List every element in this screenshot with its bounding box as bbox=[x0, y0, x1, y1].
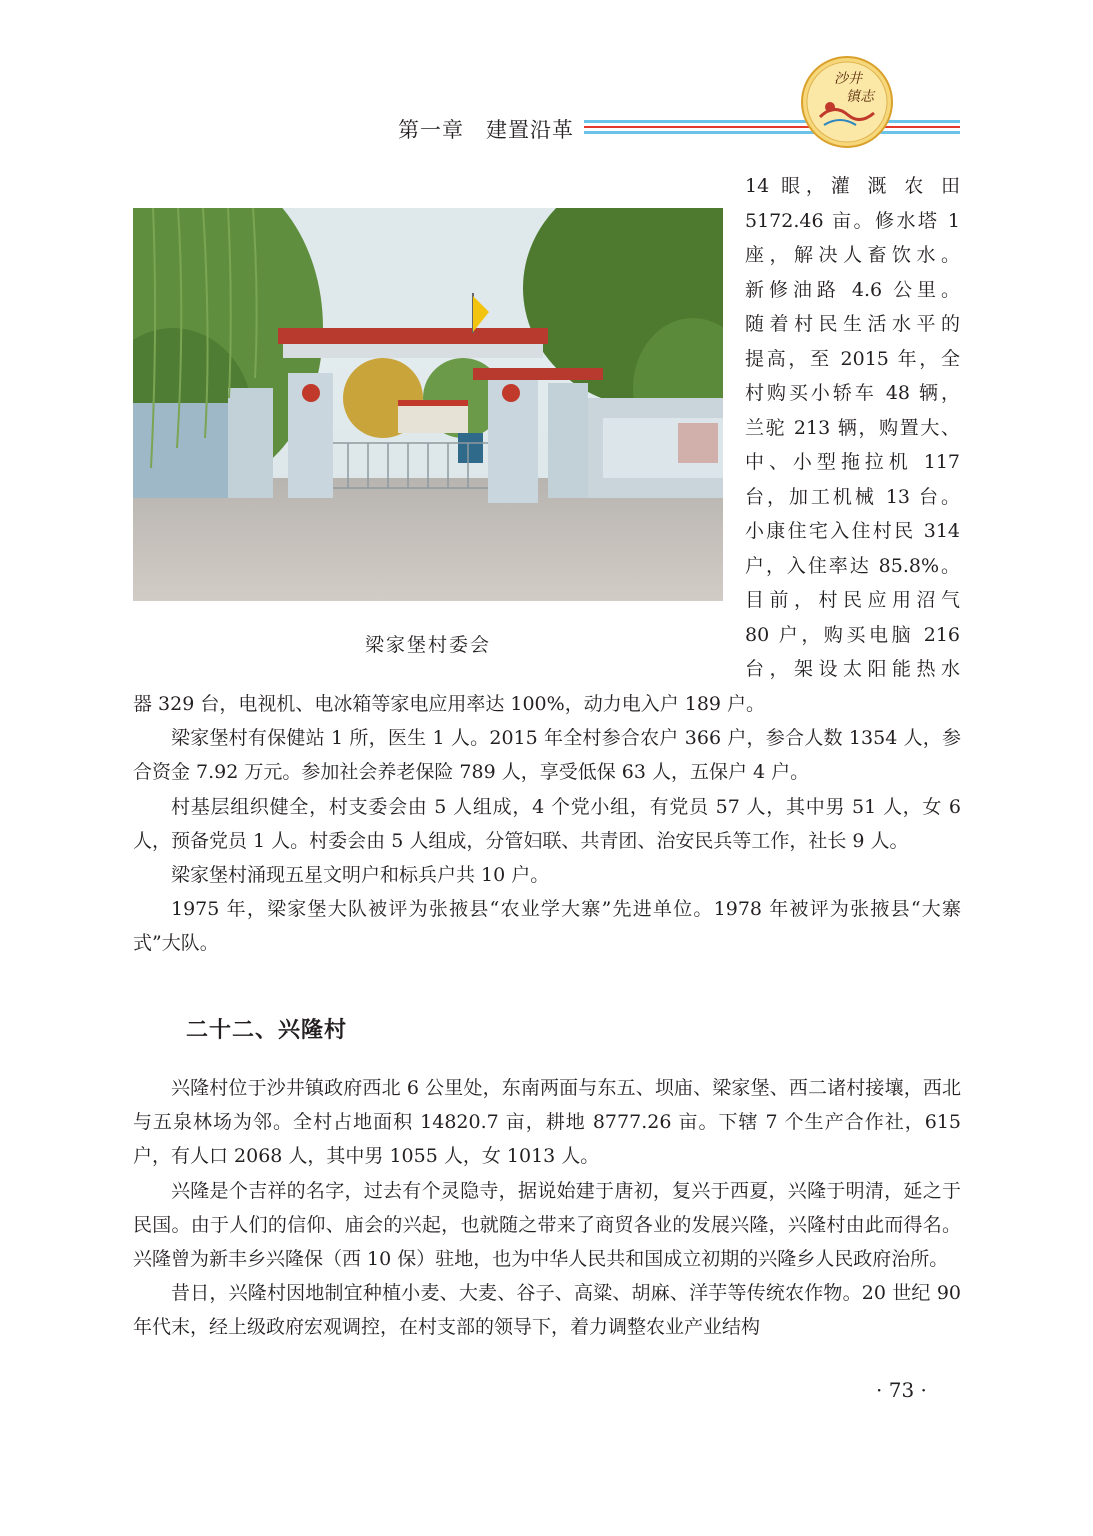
side-line: 台，架设太阳能热水 bbox=[745, 658, 960, 680]
paragraph: 器 329 台，电视机、电冰箱等家电应用率达 100%，动力电入户 189 户。 bbox=[133, 693, 766, 715]
side-line: 村购买小轿车 48 辆， bbox=[745, 382, 960, 404]
side-line: 座，解决人畜饮水。 bbox=[745, 244, 960, 266]
section-heading: 二十二、兴隆村 bbox=[186, 1018, 348, 1043]
svg-text:沙井: 沙井 bbox=[834, 71, 862, 87]
paragraph: 梁家堡村涌现五星文明户和标兵户共 10 户。 bbox=[171, 864, 550, 887]
paragraph: 梁家堡村有保健站 1 所，医生 1 人。2015 年全村参合农户 366 户，参合人数 1354 人，参合资金 7.92 万元。参加社会养老保险 789 人，享受低保 63 人，五保户 4 户。 bbox=[133, 727, 961, 784]
header-rule-blue-top bbox=[584, 120, 960, 123]
body-text-section-a bbox=[133, 687, 961, 961]
village-committee-photo bbox=[133, 208, 723, 601]
side-line: 小康住宅入住村民 314 bbox=[745, 520, 960, 542]
chapter-title: 第一章 建置沿革 bbox=[398, 118, 574, 142]
paragraph: 村基层组织健全，村支委会由 5 人组成，4 个党小组，有党员 57 人，其中男 51 人，女 6 人，预备党员 1 人。村委会由 5 人组成，分管妇联、共青团、治安民兵等工作，社长 9 人。 bbox=[133, 795, 961, 852]
book-logo-seal bbox=[800, 55, 894, 149]
side-line: 目前，村民应用沼气 bbox=[745, 589, 960, 611]
side-line: 随着村民生活水平的 bbox=[745, 313, 960, 335]
side-line: 中、小型拖拉机 117 bbox=[745, 451, 960, 473]
side-line: 户，入住率达 85.8%。 bbox=[745, 554, 960, 577]
paragraph: 兴隆是个吉祥的名字，过去有个灵隐寺，据说始建于唐初，复兴于西夏，兴隆于明清，延之于民国。由于人们的信仰、庙会的兴起，也就随之带来了商贸各业的发展兴隆，兴隆村由此而得名。兴隆曾为新丰乡兴隆保（西 10 保）驻地，也为中华人民共和国成立初期的兴隆乡人民政府治所。 bbox=[133, 1179, 961, 1271]
side-line: 80 户，购买电脑 216 bbox=[745, 623, 960, 646]
page-number: · 73 · bbox=[876, 1378, 927, 1402]
paragraph: 1975 年，梁家堡大队被评为张掖县“农业学大寨”先进单位。1978 年被评为张掖县“大寨式”大队。 bbox=[133, 898, 961, 955]
body-text-section-b bbox=[133, 1071, 961, 1345]
side-column-text bbox=[745, 169, 960, 687]
side-line: 兰驼 213 辆，购置大、 bbox=[745, 416, 960, 439]
paragraph: 兴隆村位于沙井镇政府西北 6 公里处，东南两面与东五、坝庙、梁家堡、西二诸村接壤，西北与五泉林场为邻。全村占地面积 14820.7 亩，耕地 8777.26 亩。下辖 7 个生产合作社，615 户，有人口 2068 人，其中男 1055 人，女 1013 人。 bbox=[133, 1077, 961, 1168]
header-rule-blue-bottom bbox=[584, 131, 960, 134]
side-line: 14 眼，灌 溉 农 田 bbox=[745, 175, 960, 197]
side-line: 5172.46 亩。修水塔 1 bbox=[745, 209, 960, 232]
svg-text:镇志: 镇志 bbox=[846, 89, 874, 105]
side-line: 台，加工机械 13 台。 bbox=[745, 485, 960, 508]
photo-caption: 梁家堡村委会 bbox=[364, 634, 491, 656]
paragraph: 昔日，兴隆村因地制宜种植小麦、大麦、谷子、高粱、胡麻、洋芋等传统农作物。20 世纪 90 年代末，经上级政府宏观调控，在村支部的领导下，着力调整农业产业结构 bbox=[133, 1282, 961, 1339]
header-rule-red bbox=[584, 126, 960, 128]
side-line: 提高，至 2015 年，全 bbox=[745, 347, 960, 370]
side-line: 新修油路 4.6 公里。 bbox=[745, 278, 960, 301]
